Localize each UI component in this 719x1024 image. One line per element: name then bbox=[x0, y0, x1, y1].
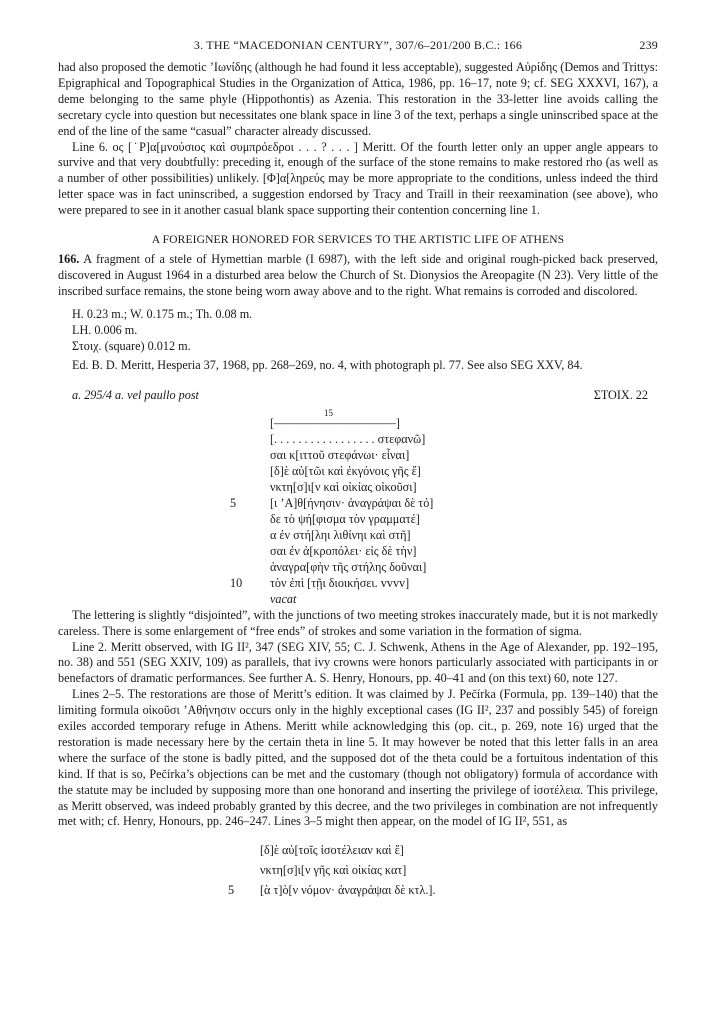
inscription-line: α ἐν στή[ληι λιθίνηι καὶ στῆ] bbox=[270, 527, 411, 542]
entry-description-text: A fragment of a stele of Hymettian marble (I 6987), with the left side and original rough-picked back preserved, discovered in August 1964 in a disturbed area below the Church of St. Dionysios the Areopagite (N 23). Very little of the inscribed surface remains, the stone being worn away above and to the right. What remains is corroded and discolored. bbox=[58, 252, 659, 298]
measurement-letter-height: LH. 0.006 m. bbox=[72, 322, 138, 337]
date: a. 295/4 a. vel paullo post bbox=[72, 387, 199, 402]
inscription-text bbox=[58, 407, 658, 606]
inscription-line: νκτη[σ]ι[ν καὶ οἰκίας οἰκοῦσι] bbox=[270, 479, 417, 494]
running-head-title: 3. THE “MACEDONIAN CENTURY”, 307/6–201/200 B.C.: 166 bbox=[193, 38, 523, 52]
letter-count-superscript: 15 bbox=[324, 407, 333, 418]
line6-note: Line 6. ος [˙Ρ]α[μνούσιος καὶ συμπρόεδροι . . . ? . . . ] Meritt. Of the fourth letter only an upper angle appears to survive and that very doubtfully: preceding it, enough of the surface of the stone remains to make restored rho (as well as a number of other possibilities) unlikely. [Φ]α[ληρεύς may be more appropriate to the conditions, unless indeed the third letter space was in fact uninscribed, a suggestion endorsed by Tracy and Traill in their reexamination (see above), who were prepared to see in it another casual blank space supporting their contention concerning line 1. bbox=[58, 139, 658, 218]
measurement-stoich: Στοιχ. (square) 0.012 m. bbox=[72, 338, 191, 353]
inscription-line: δε τὸ ψή[φισμα τὸν γραμματέ] bbox=[270, 511, 420, 526]
inscription-line: [––––––––––––––––––––] bbox=[270, 415, 400, 430]
entry-description bbox=[58, 252, 658, 300]
stoich-label: ΣΤΟΙΧ. 22 bbox=[593, 387, 648, 402]
page bbox=[58, 38, 658, 902]
line-number: 5 bbox=[230, 495, 237, 510]
entry-number: 166. bbox=[58, 252, 80, 267]
inscription-line: [. . . . . . . . . . . . . . . . . στεφανῶ] bbox=[270, 431, 426, 446]
running-head bbox=[58, 38, 658, 60]
restoration-example bbox=[58, 840, 658, 902]
example-line: νκτη[σ]ι[ν γῆς καὶ οἰκίας κατ] bbox=[260, 863, 407, 878]
inscription-line: τὸν ἐπὶ [τῇι διοικήσει. vvvv] bbox=[270, 575, 410, 590]
line-number: 10 bbox=[230, 575, 243, 590]
measurements bbox=[72, 306, 658, 354]
measurement-dimensions: H. 0.23 m.; W. 0.175 m.; Th. 0.08 m. bbox=[72, 306, 253, 321]
example-line: [ὰ τ]ὸ[ν νόμον· ἀναγράψαι δὲ κτλ.]. bbox=[260, 883, 436, 898]
commentary-lettering: The lettering is slightly “disjointed”, with the junctions of two meeting strokes inaccurately made, but it is not markedly careless. There is some enlargement of “free ends” of strokes and some variation in the formation of sigma. bbox=[58, 607, 658, 638]
page-number: 239 bbox=[639, 38, 658, 52]
edition-reference: Ed. B. D. Meritt, Hesperia 37, 1968, pp. 268–269, no. 4, with photograph pl. 77. See also SEG XXV, 84. bbox=[72, 357, 583, 372]
line-number: 5 bbox=[228, 883, 235, 898]
commentary-lines2-5: Lines 2–5. The restorations are those of Meritt’s edition. It was claimed by J. Pečírka (Formula, pp. 139–140) that the limiting formula οἰκοῦσι ’Αθήνησιν occurs only in the highly exceptional cases (IG II², 237 and possibly 545) of foreign exiles accorded temporary refuge in Athens. Meritt while acknowledging this (op. cit., p. 269, note 16) urged that the restoration is made necessary here by the certain theta in line 5. It may however be noted that this letter falls in an area where the surface of the stone is badly pitted, and the supposed dot of the theta could be a fortuitous indentation of this kind. If that is so, Pečírka’s objections can be met and the customary (though not obligatory) formula of accordance with the statute may be included by supposing more than one honorand and inserting the privilege of ἰσοτέλεια. This privilege, as Meritt observed, was indeed probably granted by this decree, and the two privileges in combination are not infrequently met with; cf. Henry, Honours, pp. 246–247. Lines 3–5 might then appear, on the model of IG II², 551, as bbox=[58, 687, 658, 829]
example-line: [δ]ὲ αὐ[τοῖς ἰσοτέλειαν καὶ ἔ] bbox=[260, 843, 404, 858]
inscription-line: [δ]ὲ αὐ[τῶι καὶ ἐκγόνοις γῆς ἔ] bbox=[270, 463, 421, 478]
inscription-line: [ι ’Α]θ[ήνησιν· ἀναγράψαι δὲ τό] bbox=[270, 495, 434, 510]
commentary-line2: Line 2. Meritt observed, with IG II², 347 (SEG XIV, 55; C. J. Schwenk, Athens in the Age of Alexander, pp. 192–195, no. 38) and 551 (SEG XXIV, 109) as parallels, that ivy crowns were honors particularly associated with participants in or benefactors of dramatic performances. See further A. S. Henry, Honours, pp. 40–41 and (on this text) 60, note 127. bbox=[58, 639, 658, 686]
inscription-line: σαι ἐν ἀ[κροπόλει· εἰς δὲ τὴν] bbox=[270, 543, 417, 558]
section-heading: A FOREIGNER HONORED FOR SERVICES TO THE ARTISTIC LIFE OF ATHENS bbox=[151, 233, 565, 247]
inscription-line: σαι κ[ιττοῦ στεφάνωι· εἶναι] bbox=[270, 447, 410, 462]
dating-line bbox=[58, 388, 658, 406]
inscription-line: ἀναγρα[φὴν τῆς στήλης δοῦναι] bbox=[270, 559, 427, 574]
vacat-label: vacat bbox=[270, 591, 297, 606]
intro-paragraph: had also proposed the demotic ’Ιωνίδης (although he had found it less acceptable), suggested Αὐρίδης (Demos and Trittys: Epigraphical and Topographical Studies in the Organization of Attica, 1986, pp. 16–17, note 9; cf. SEG XXXVI, 167), a deme belonging to the same phyle (Hippothontis) as Azenia. This restoration in the 33-letter line avoids calling the secretary cycle into question but necessitates one blank space in line 3 of the text, perhaps a single uninscribed space at the end of the line of the same “casual” character already discussed. bbox=[58, 60, 658, 138]
